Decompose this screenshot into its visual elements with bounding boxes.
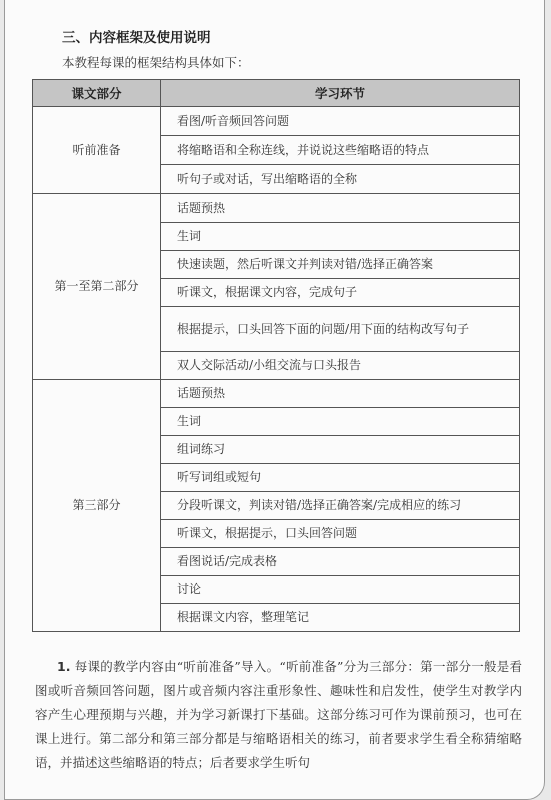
item-cell: 话题预热 [161,194,520,223]
table-header-row [33,80,520,107]
document-page [4,0,545,800]
paragraph-number: 1. [57,659,71,674]
item-cell: 分段听课文，判读对错/选择正确答案/完成相应的练习 [161,492,520,520]
table-row [33,194,520,223]
item-cell: 快速读题，然后听课文并判读对错/选择正确答案 [161,251,520,279]
table-row [33,107,520,136]
header-learning-step: 学习环节 [161,80,520,107]
item-cell: 生词 [161,408,520,436]
item-cell: 听写词组或短句 [161,464,520,492]
item-cell: 听句子或对话，写出缩略语的全称 [161,165,520,194]
section-heading: 三、内容框架及使用说明 [62,30,211,46]
table-row [33,380,520,408]
item-cell: 根据提示，口头回答下面的问题/用下面的结构改写句子 [161,307,520,352]
explanation-paragraph [35,655,522,775]
item-cell: 听课文，根据提示，口头回答问题 [161,520,520,548]
group-cell: 第一至第二部分 [33,194,161,380]
item-cell: 看图说话/完成表格 [161,548,520,576]
item-cell: 组词练习 [161,436,520,464]
item-cell: 听课文，根据课文内容，完成句子 [161,279,520,307]
group-cell: 第三部分 [33,380,161,632]
intro-text: 本教程每课的框架结构具体如下： [62,55,250,70]
item-cell: 生词 [161,223,520,251]
item-cell: 双人交际活动/小组交流与口头报告 [161,352,520,380]
paragraph-text: 每课的教学内容由“听前准备”导入。“听前准备”分为三部分：第一部分一般是看图或听音频回答问题，图片或音频内容注重形象性、趣味性和启发性，使学生对教学内容产生心理预期与兴趣，并为学习新课打下基础。这部分练习可作为课前预习，也可在课上进行。第二部分和第三部分都是与缩略语相关的练习，前者要求学生看全称猜缩略语，并描述这些缩略语的特点；后者要求学生听句 [35,659,522,770]
item-cell: 将缩略语和全称连线，并说说这些缩略语的特点 [161,136,520,165]
item-cell: 讨论 [161,576,520,604]
header-lesson-part: 课文部分 [33,80,161,107]
group-cell: 听前准备 [33,107,161,194]
item-cell: 根据课文内容，整理笔记 [161,604,520,632]
lesson-framework-table [32,79,520,632]
item-cell: 看图/听音频回答问题 [161,107,520,136]
item-cell: 话题预热 [161,380,520,408]
